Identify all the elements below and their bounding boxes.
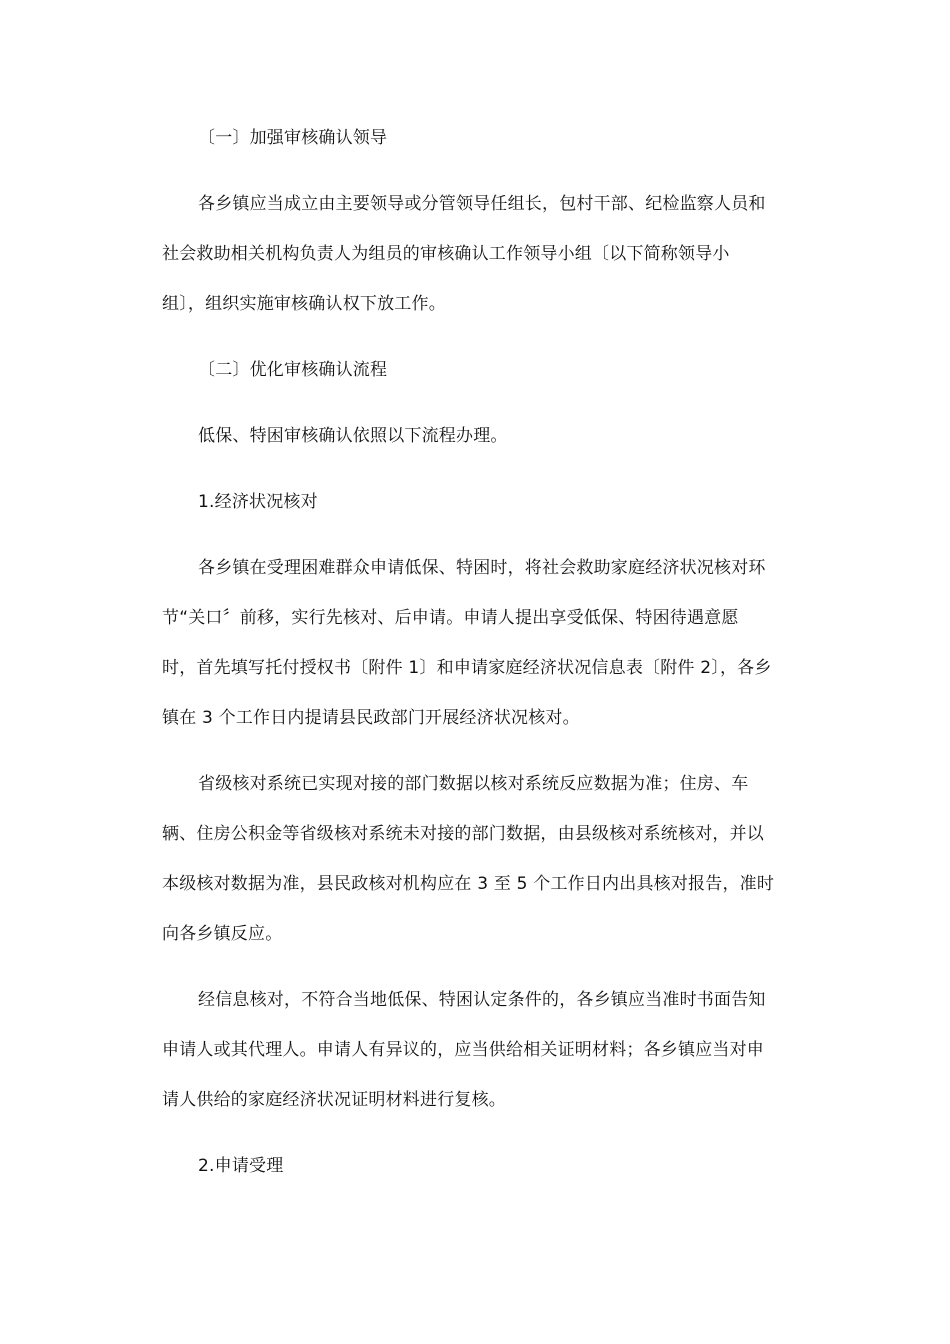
paragraph-line: 组〕，组织实施审核确认权下放工作。 [162, 294, 446, 314]
paragraph-line: 镇在 3 个工作日内提请县民政部门开展经济状况核对。 [162, 708, 580, 728]
section-heading-2: 〔二〕优化审核确认流程 [198, 360, 388, 380]
paragraph-line: 社会救助相关机构负责人为组员的审核确认工作领导小组〔以下简称领导小 [162, 244, 730, 264]
paragraph-line: 各乡镇在受理困难群众申请低保、特困时，将社会救助家庭经济状况核对环 [198, 558, 766, 578]
paragraph-line: 请人供给的家庭经济状况证明材料进行复核。 [162, 1090, 506, 1110]
paragraph-line: 节“关口〞前移，实行先核对、后申请。申请人提出享受低保、特困待遇意愿 [162, 608, 739, 628]
paragraph-line: 各乡镇应当成立由主要领导或分管领导任组长，包村干部、纪检监察人员和 [198, 194, 766, 214]
paragraph-line: 时，首先填写托付授权书〔附件 1〕和申请家庭经济状况信息表〔附件 2〕，各乡 [162, 658, 772, 678]
paragraph-line: 省级核对系统已实现对接的部门数据以核对系统反应数据为准；住房、车 [198, 774, 749, 794]
paragraph-line: 申请人或其代理人。申请人有异议的，应当供给相关证明材料；各乡镇应当对申 [162, 1040, 764, 1060]
subsection-heading-2: 2.申请受理 [198, 1156, 284, 1176]
section-heading-1: 〔一〕加强审核确认领导 [198, 128, 388, 148]
paragraph-line: 向各乡镇反应。 [162, 924, 283, 944]
subsection-heading-1: 1.经济状况核对 [198, 492, 318, 512]
paragraph-line: 经信息核对，不符合当地低保、特困认定条件的，各乡镇应当准时书面告知 [198, 990, 766, 1010]
paragraph-line: 低保、特困审核确认依照以下流程办理。 [198, 426, 508, 446]
paragraph-line: 本级核对数据为准，县民政核对机构应在 3 至 5 个工作日内出具核对报告，准时 [162, 874, 775, 894]
paragraph-line: 辆、住房公积金等省级核对系统未对接的部门数据，由县级核对系统核对，并以 [162, 824, 764, 844]
